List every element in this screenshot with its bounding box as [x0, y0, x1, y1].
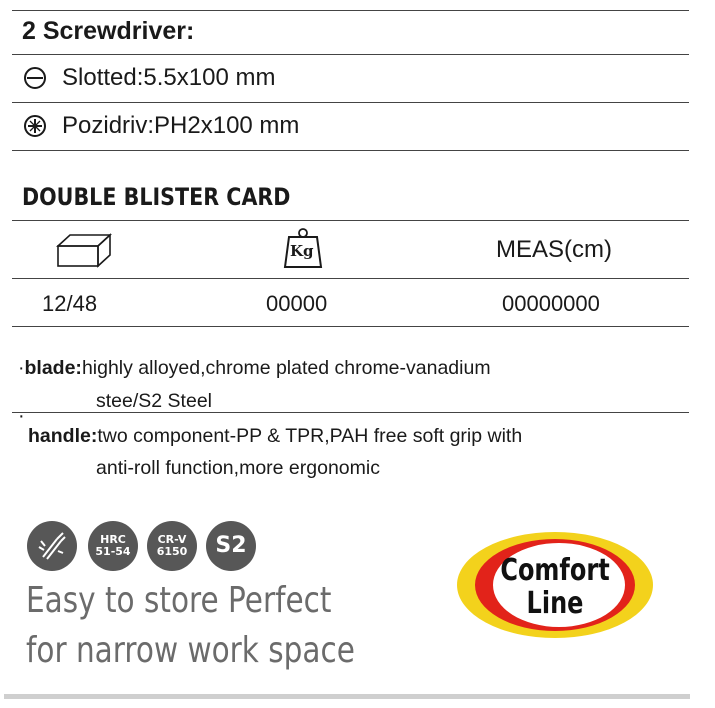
hrc-badge-line1: HRC — [100, 533, 126, 546]
pozidriv-tip-icon — [24, 115, 46, 137]
pozidriv-spec: Pozidriv:PH2x100 mm — [62, 112, 300, 139]
handle-desc-2: anti-roll function,more ergonomic — [96, 457, 380, 479]
slotted-tip-icon — [24, 67, 46, 89]
slogan-line2: for narrow work space — [26, 630, 355, 671]
hrc-badge — [88, 521, 138, 571]
weight-kg-label: Kg — [290, 242, 314, 260]
slogan-line1: Easy to store Perfect — [26, 580, 332, 621]
magnetic-tip-icon — [27, 521, 77, 571]
rule-3 — [12, 150, 689, 151]
bullet: · — [18, 357, 25, 379]
crv-badge-line1: CR-V — [157, 533, 187, 546]
blade-feature-line1 — [18, 357, 491, 380]
hrc-badge-line2: 51-54 — [95, 545, 131, 558]
s2-badge-text: S2 — [215, 533, 247, 558]
rule-1 — [12, 54, 689, 55]
bottom-bar — [4, 694, 690, 699]
rule-6 — [12, 326, 689, 327]
bullet: · — [18, 405, 25, 427]
handle-label: handle: — [28, 425, 98, 447]
packaging-title: DOUBLE BLISTER CARD — [22, 183, 291, 211]
rule-7 — [12, 412, 689, 413]
box-icon — [56, 232, 112, 268]
screwdriver-title: 2 Screwdriver: — [22, 17, 195, 45]
comfort-line-text-2: Line — [526, 586, 584, 621]
s2-badge — [206, 521, 256, 571]
rule-4 — [12, 220, 689, 221]
blade-desc-1: highly alloyed,chrome plated chrome-vanadium — [81, 357, 491, 379]
handle-desc-1: two component-PP & TPR,PAH free soft grip with — [97, 425, 523, 447]
crv-badge — [147, 521, 197, 571]
rule-5 — [12, 278, 689, 279]
meas-header: MEAS(cm) — [496, 236, 612, 263]
handle-feature-line1 — [28, 425, 522, 448]
blade-desc-2: stee/S2 Steel — [96, 390, 212, 412]
quantity-value: 12/48 — [42, 291, 98, 316]
rule-2 — [12, 102, 689, 103]
top-rule — [12, 10, 689, 11]
meas-value: 00000000 — [502, 291, 600, 316]
slotted-spec: Slotted:5.5x100 mm — [62, 64, 276, 91]
comfort-line-text-1: Comfort — [500, 553, 610, 588]
weight-value: 00000 — [266, 291, 328, 316]
blade-label: blade: — [24, 357, 82, 379]
crv-badge-line2: 6150 — [156, 545, 188, 558]
